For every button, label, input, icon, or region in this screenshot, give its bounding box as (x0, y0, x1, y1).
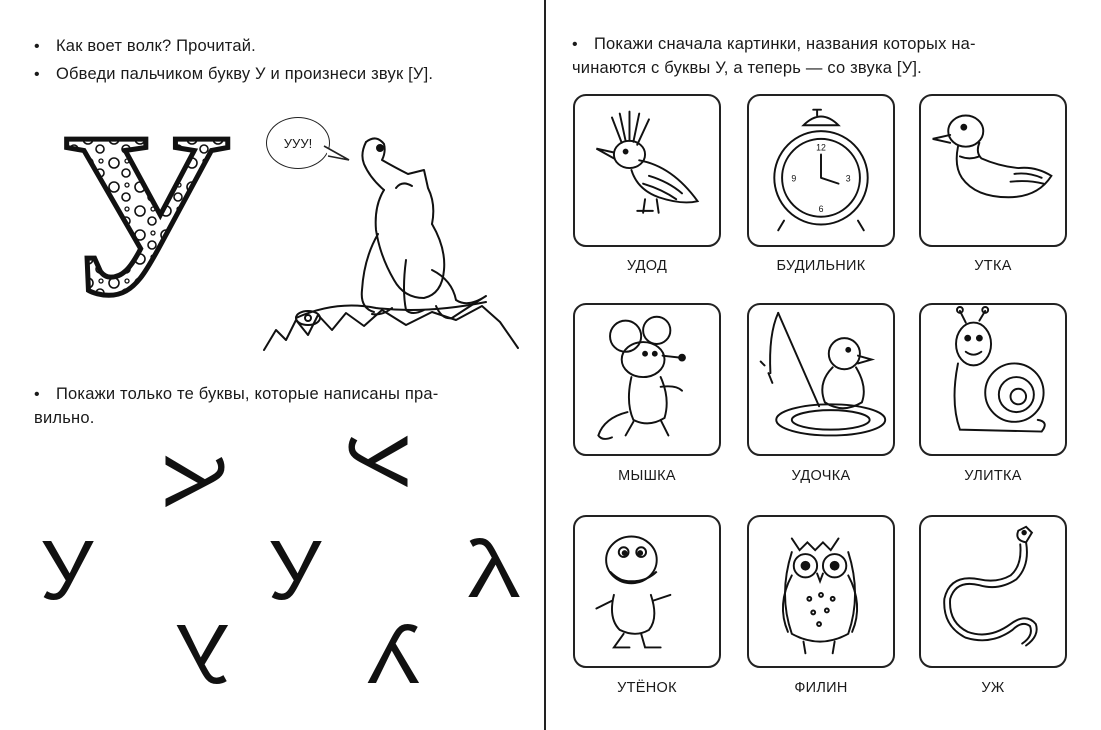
letter-u-correct[interactable]: У (40, 523, 94, 617)
card-alarm-clock[interactable] (747, 94, 895, 247)
card-label-fishing-rod: УДОЧКА (791, 468, 851, 484)
letter-u-rotated[interactable]: У (147, 453, 242, 507)
page-divider (544, 0, 546, 730)
card-mouse[interactable] (573, 303, 721, 456)
card-fishing-rod[interactable] (747, 303, 895, 456)
instruction-find-correct (34, 382, 438, 407)
instruction-howl (34, 34, 256, 59)
alarm-clock-icon (749, 96, 893, 245)
card-duck[interactable] (919, 94, 1067, 247)
bullet (34, 34, 56, 59)
instruction-find-correct-line1: Покажи только те буквы, которые написаны пра- (56, 385, 439, 403)
wolf-cub-illustration (256, 130, 526, 360)
fishing-rod-icon (749, 305, 893, 454)
letter-u-mirrored[interactable]: У (177, 607, 231, 701)
card-label-owl: ФИЛИН (794, 680, 848, 696)
card-label-duck: УТКА (974, 258, 1012, 274)
instruction-pictures-cont (572, 56, 922, 80)
instruction-trace (34, 62, 433, 87)
card-grass-snake[interactable] (919, 515, 1067, 668)
instruction-find-correct-cont (34, 406, 94, 430)
mouse-icon (575, 305, 719, 454)
card-label-duckling: УТЁНОК (617, 680, 677, 696)
snail-icon (921, 305, 1065, 454)
instruction-pictures-line2: чинаются с буквы У, а теперь — со звука [У]. (572, 59, 922, 77)
instruction-pictures (572, 32, 976, 57)
card-label-grass-snake: УЖ (981, 680, 1005, 696)
letter-u-upside-down[interactable]: У (466, 521, 520, 615)
letter-u-correct[interactable]: У (268, 523, 322, 617)
card-hoopoe[interactable] (573, 94, 721, 247)
svg-text:12: 12 (816, 142, 826, 153)
card-snail[interactable] (919, 303, 1067, 456)
bullet (34, 62, 56, 87)
letter-u-rotated[interactable]: У (331, 433, 426, 487)
grass-snake-icon (921, 517, 1065, 666)
owl-icon (749, 517, 893, 666)
instruction-howl-text: Как воет волк? Прочитай. (56, 37, 256, 55)
instruction-find-correct-line2: вильно. (34, 409, 95, 427)
card-owl[interactable] (747, 515, 895, 668)
card-label-hoopoe: УДОД (626, 258, 668, 274)
card-label-snail: УЛИТКА (964, 468, 1022, 484)
card-duckling[interactable] (573, 515, 721, 668)
card-label-alarm-clock: БУДИЛЬНИК (776, 258, 866, 274)
svg-text:9: 9 (791, 173, 797, 184)
instruction-pictures-line1: Покажи сначала картинки, названия которых на- (594, 35, 976, 53)
card-label-mouse: МЫШКА (618, 468, 676, 484)
svg-text:3: 3 (845, 173, 851, 184)
hoopoe-icon (575, 96, 719, 245)
duckling-icon (575, 517, 719, 666)
big-letter-u-image[interactable] (55, 108, 245, 320)
svg-text:6: 6 (818, 203, 824, 214)
duck-icon (921, 96, 1065, 245)
big-letter-u: У (60, 108, 233, 320)
bullet (572, 32, 594, 57)
speech-bubble-text: УУУ! (283, 135, 313, 151)
letter-u-upside-down[interactable]: У (368, 607, 422, 701)
instruction-trace-text: Обведи пальчиком букву У и произнеси звук [У]. (56, 65, 434, 83)
bullet (34, 382, 56, 407)
